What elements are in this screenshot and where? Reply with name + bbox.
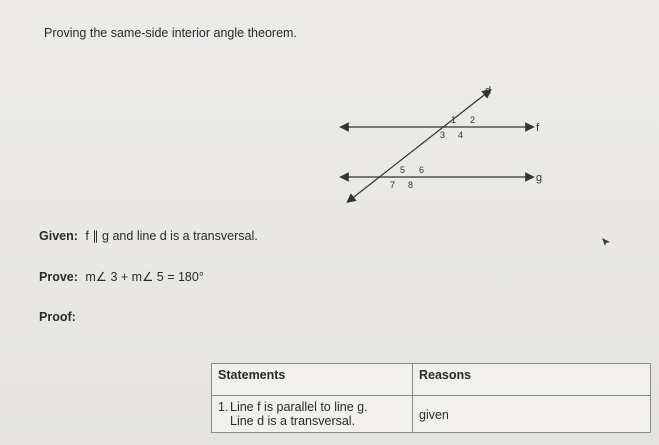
given-label: Given: bbox=[39, 229, 78, 243]
reasons-header: Reasons bbox=[413, 364, 651, 396]
statement-cell bbox=[212, 396, 413, 433]
label-g: g bbox=[536, 172, 543, 184]
label-d: d bbox=[485, 85, 492, 97]
prove-text: m∠ 3 + m∠ 5 = 180° bbox=[85, 270, 204, 284]
prove-label: Prove: bbox=[39, 270, 78, 284]
given-text: f ∥ g and line d is a transversal. bbox=[85, 229, 258, 243]
angle-6: 6 bbox=[419, 165, 425, 175]
prove-statement bbox=[39, 269, 204, 284]
mouse-cursor-icon bbox=[601, 237, 611, 247]
statement-line-1: Line f is parallel to line g. bbox=[230, 400, 368, 414]
given-statement bbox=[39, 228, 258, 243]
angle-2: 2 bbox=[470, 115, 476, 125]
problem-title: Proving the same-side interior angle theorem. bbox=[44, 26, 297, 40]
angle-8: 8 bbox=[408, 180, 414, 190]
statements-header: Statements bbox=[212, 364, 413, 396]
parallel-lines-diagram bbox=[330, 80, 560, 210]
angle-1: 1 bbox=[451, 115, 457, 125]
proof-table bbox=[211, 363, 651, 433]
angle-5: 5 bbox=[400, 165, 406, 175]
proof-label: Proof: bbox=[39, 310, 76, 324]
statement-number: 1. bbox=[218, 400, 229, 414]
table-row bbox=[212, 396, 651, 433]
angle-4: 4 bbox=[458, 130, 464, 140]
line-d bbox=[350, 92, 488, 200]
reason-text: given bbox=[419, 408, 449, 422]
reason-cell bbox=[413, 396, 651, 433]
statement-line-2: Line d is a transversal. bbox=[230, 414, 356, 428]
proof-table-header bbox=[212, 364, 651, 396]
label-f: f bbox=[536, 122, 540, 134]
angle-3: 3 bbox=[440, 130, 446, 140]
angle-7: 7 bbox=[390, 180, 396, 190]
